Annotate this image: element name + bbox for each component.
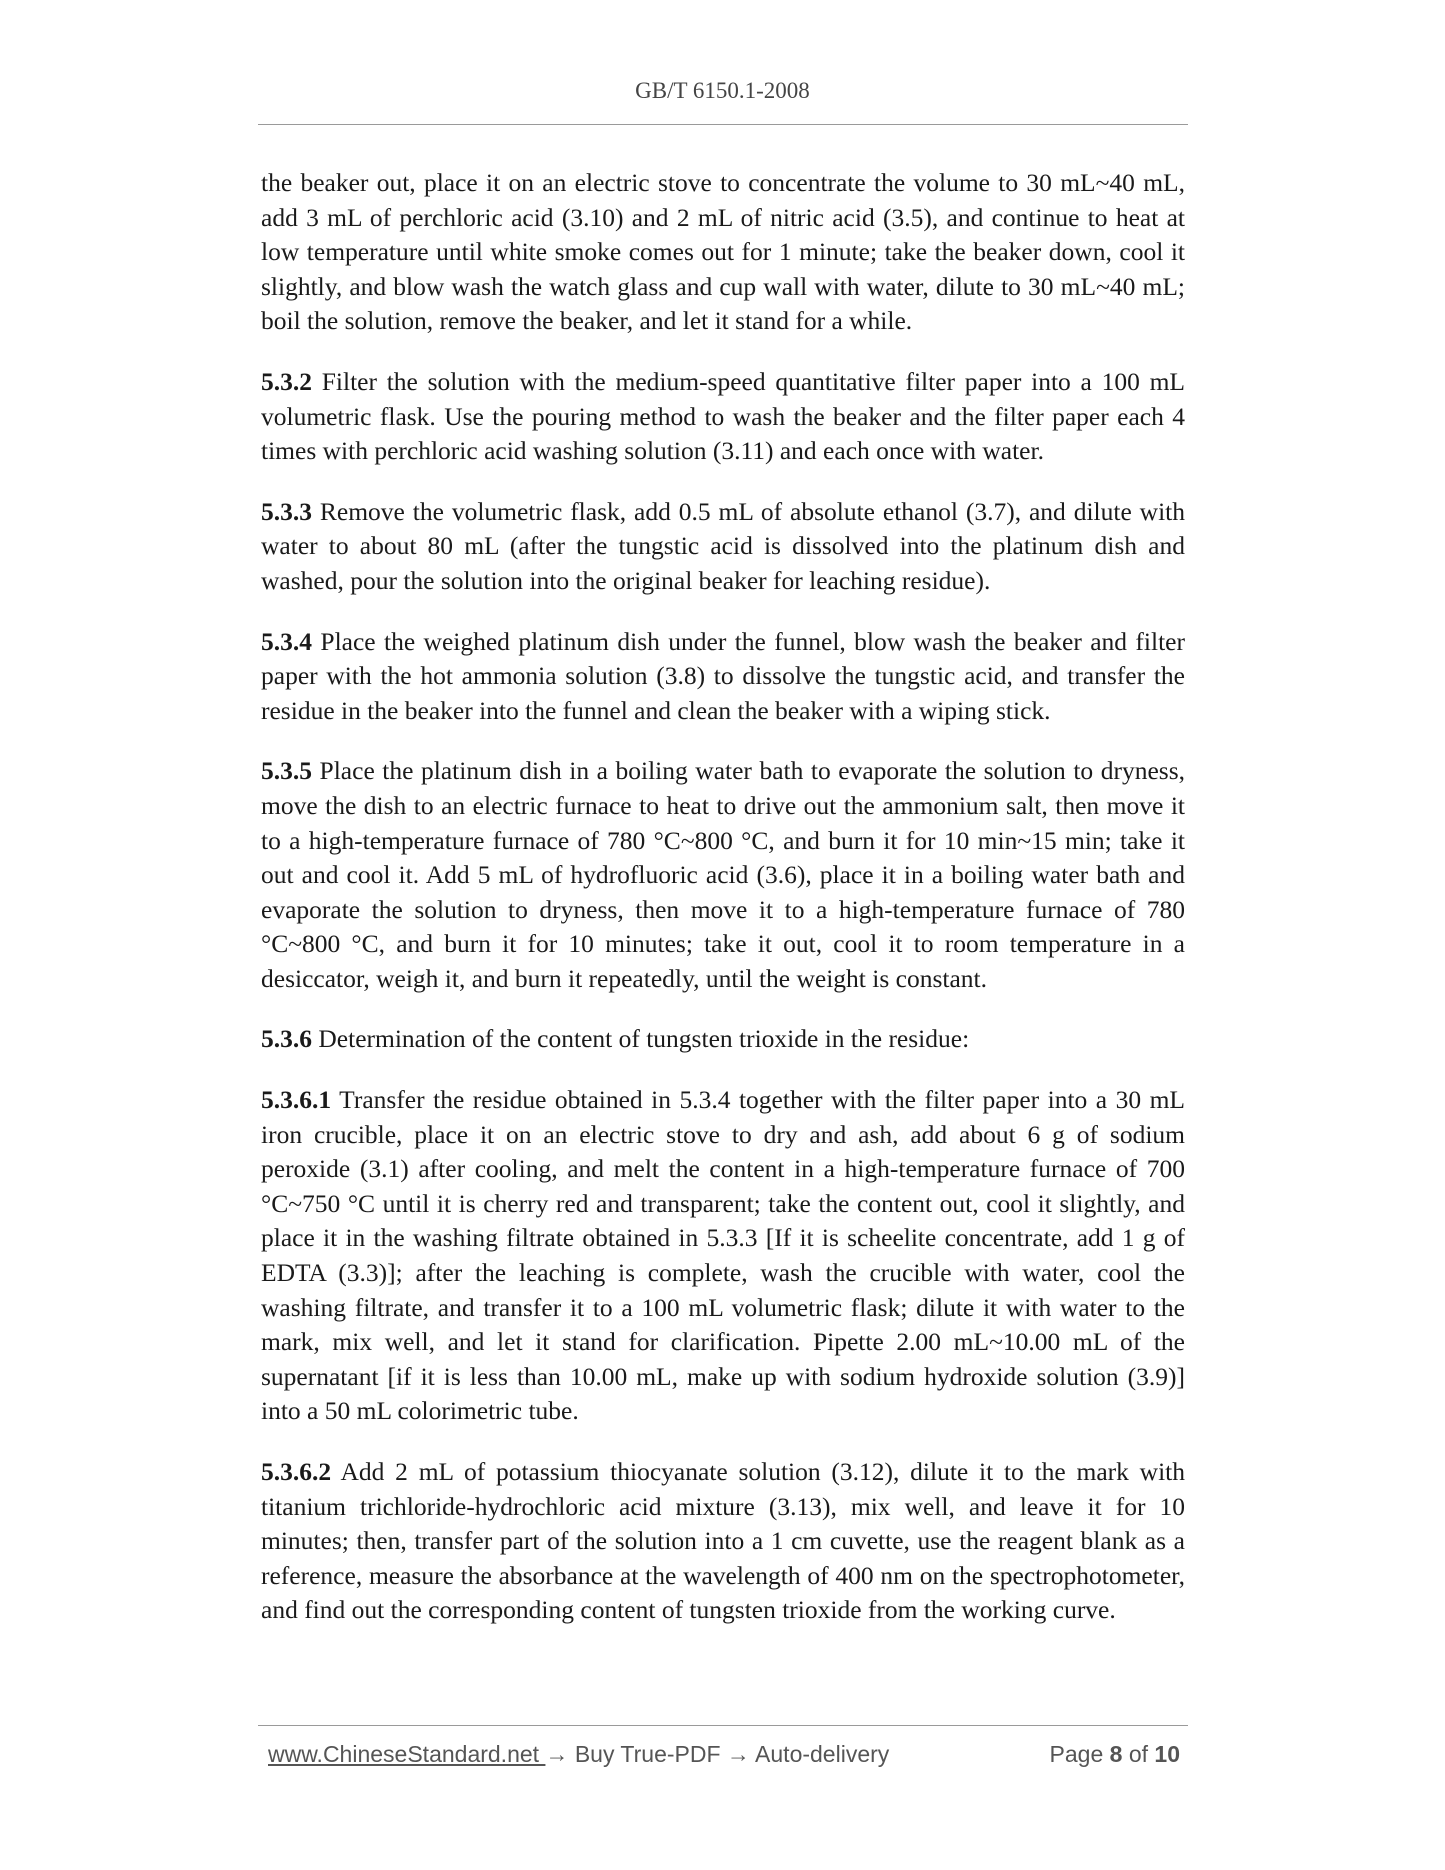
footer-divider: [258, 1725, 1188, 1726]
of-label: of: [1122, 1741, 1155, 1767]
site-link[interactable]: www.ChineseStandard.net: [268, 1741, 546, 1767]
clause-5-3-4: [261, 625, 1185, 729]
current-page-number: 8: [1109, 1741, 1123, 1767]
clause-text: Transfer the residue obtained in 5.3.4 together with the filter paper into a 30 mL iron crucible, place it on an electric stove to dry and ash, add about 6 g of sodium peroxide (3.1) after cooling, and melt the content in a high-temperature furnace of 700 °C~750 °C until it is cherry red and transparent; take the content out, cool it slightly, and place it in the washing filtrate obtained in 5.3.3 [If it is scheelite concentrate, add 1 g of EDTA (3.3)]; after the leaching is complete, wash the crucible with water, cool the washing filtrate, and transfer it to a 100 mL volumetric flask; dilute it with water to the mark, mix well, and let it stand for clarification. Pipette 2.00 mL~10.00 mL of the supernatant [if it is less than 10.00 mL, make up with sodium hydroxide solution (3.9)] into a 50 mL colorimetric tube.: [261, 1085, 1185, 1426]
auto-delivery-text: Auto-delivery: [749, 1741, 890, 1767]
clause-number: 5.3.4: [261, 626, 312, 656]
clause-number: 5.3.2: [261, 366, 312, 396]
clause-number: 5.3.3: [261, 496, 312, 526]
clause-5-3-6: [261, 1022, 1185, 1057]
clause-5-3-2: [261, 365, 1185, 469]
arrow-right-icon: →: [726, 1741, 750, 1767]
clause-5-3-6-2: [261, 1455, 1185, 1628]
paragraph-text: the beaker out, place it on an electric stove to concentrate the volume to 30 mL~40 mL, add 3 mL of perchloric acid (3.10) and 2 mL of nitric acid (3.5), and continue to heat at low temperature until white smoke comes out for 1 minute; take the beaker down, cool it slightly, and blow wash the watch glass and cup wall with water, dilute to 30 mL~40 mL; boil the solution, remove the beaker, and let it stand for a while.: [261, 168, 1185, 336]
clause-5-3-5: [261, 754, 1185, 996]
page-label: Page: [1049, 1741, 1110, 1767]
clause-number: 5.3.6: [261, 1024, 312, 1054]
clause-text: Place the weighed platinum dish under the funnel, blow wash the beaker and filter paper with the hot ammonia solution (3.8) to dissolve the tungstic acid, and transfer the residue in the beaker into the funnel and clean the beaker with a wiping stick.: [261, 626, 1185, 725]
page-header-title: GB/T 6150.1-2008: [635, 78, 810, 103]
page-footer: [268, 1741, 1180, 1775]
clause-text: Remove the volumetric flask, add 0.5 mL of absolute ethanol (3.7), and dilute with water to about 80 mL (after the tungstic acid is dissolved into the platinum dish and washed, pour the solution into the original beaker for leaching residue).: [261, 496, 1185, 595]
page-indicator: [1050, 1741, 1180, 1768]
clause-text: Determination of the content of tungsten trioxide in the residue:: [312, 1024, 970, 1054]
total-pages-number: 10: [1154, 1741, 1180, 1767]
clause-number: 5.3.6.2: [261, 1457, 332, 1486]
clause-text: Place the platinum dish in a boiling water bath to evaporate the solution to dryness, move the dish to an electric furnace to heat to drive out the ammonium salt, then move it to a high-temperature furnace of 780 °C~800 °C, and burn it for 10 min~15 min; take it out and cool it. Add 5 mL of hydrofluoric acid (3.6), place it in a boiling water bath and evaporate the solution to dryness, then move it to a high-temperature furnace of 780 °C~800 °C, and burn it for 10 minutes; take it out, cool it to room temperature in a desiccator, weigh it, and burn it repeatedly, until the weight is constant.: [261, 756, 1185, 993]
document-body: [261, 166, 1185, 1654]
footer-promo: [268, 1741, 889, 1768]
buy-pdf-text: Buy True-PDF: [568, 1741, 727, 1767]
arrow-right-icon: →: [545, 1741, 569, 1767]
clause-5-3-3: [261, 495, 1185, 599]
header-divider: [258, 124, 1188, 125]
clause-5-3-6-1: [261, 1083, 1185, 1429]
clause-number: 5.3.5: [261, 756, 312, 786]
clause-number: 5.3.6.1: [261, 1085, 332, 1115]
clause-text: Filter the solution with the medium-speed quantitative filter paper into a 100 mL volumetric flask. Use the pouring method to wash the beaker and the filter paper each 4 times with perchloric acid washing solution (3.11) and each once with water.: [261, 366, 1185, 466]
paragraph-continued: [261, 166, 1185, 339]
clause-text: Add 2 mL of potassium thiocyanate solution (3.12), dilute it to the mark with titanium trichloride-hydrochloric acid mixture (3.13), mix well, and leave it for 10 minutes; then, transfer part of the solution into a 1 cm cuvette, use the reagent blank as a reference, measure the absorbance at the wavelength of 400 nm on the spectrophotometer, and find out the corresponding content of tungsten trioxide from the working curve.: [261, 1457, 1185, 1625]
